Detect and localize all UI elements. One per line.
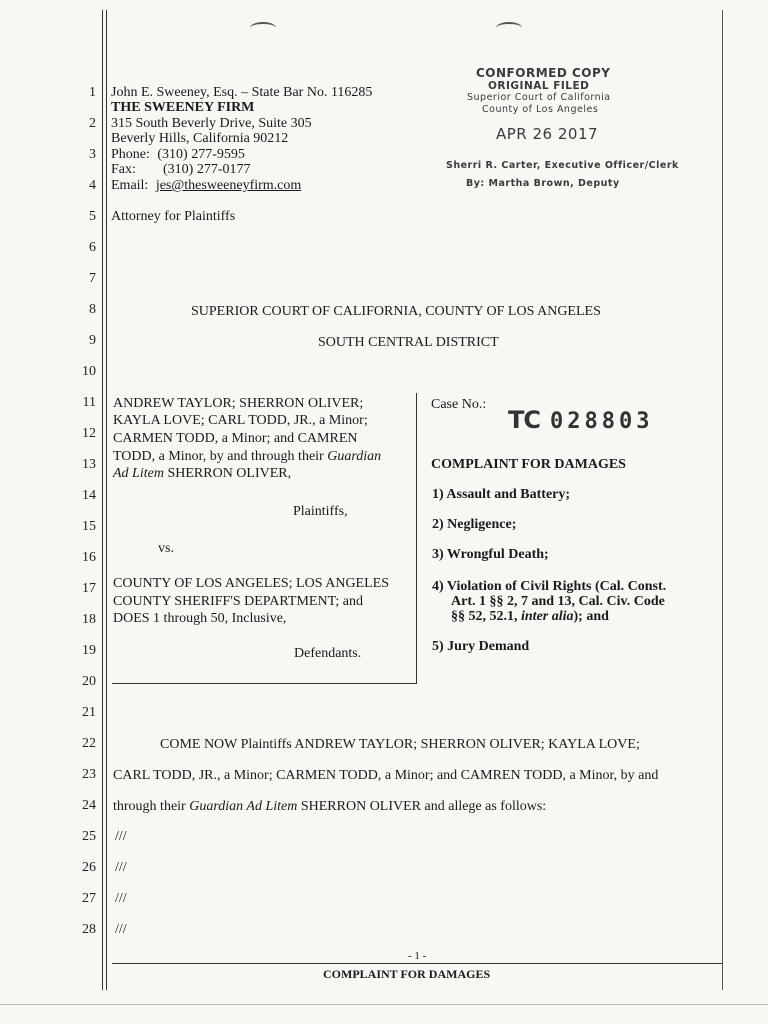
guardian-ad-litem-italic: Guardian Ad Litem bbox=[189, 799, 298, 814]
body-line-1: COME NOW Plaintiffs ANDREW TAYLOR; SHERRON OLIVER; KAYLA LOVE; bbox=[160, 737, 640, 752]
line-number: 16 bbox=[82, 550, 96, 565]
line-number: 17 bbox=[82, 581, 96, 596]
body-line-3-start: through their bbox=[113, 799, 190, 814]
court-district: SOUTH CENTRAL DISTRICT bbox=[318, 335, 499, 350]
line-number: 28 bbox=[82, 922, 96, 937]
line-number: 21 bbox=[82, 705, 96, 720]
ad-litem-italic: Ad Litem bbox=[113, 466, 164, 481]
line-number: 13 bbox=[82, 457, 96, 472]
footer-rule bbox=[112, 963, 722, 964]
claim-1: 1) Assault and Battery; bbox=[432, 487, 571, 502]
line-number: 5 bbox=[89, 209, 96, 224]
plaintiffs-line-3: CARMEN TODD, a Minor; and CAMREN bbox=[113, 431, 358, 446]
line-number: 19 bbox=[82, 643, 96, 658]
line-number: 25 bbox=[82, 829, 96, 844]
body-line-3 bbox=[113, 799, 546, 814]
line-number: 8 bbox=[89, 302, 96, 317]
email-line bbox=[111, 178, 301, 193]
line-number: 20 bbox=[82, 674, 96, 689]
stamp-line-4: County of Los Angeles bbox=[482, 104, 599, 115]
line-number: 23 bbox=[82, 767, 96, 782]
address-line-1: 315 South Beverly Drive, Suite 305 bbox=[111, 116, 312, 131]
plaintiffs-line-4 bbox=[113, 449, 381, 464]
line-number: 11 bbox=[82, 395, 96, 410]
stamp-line-1: CONFORMED COPY bbox=[476, 66, 611, 80]
stamp-date: APR 26 2017 bbox=[496, 125, 599, 143]
plaintiffs-line-4-text: TODD, a Minor, by and through their bbox=[113, 449, 328, 464]
continuation-mark: /// bbox=[115, 922, 127, 937]
left-margin-line bbox=[102, 10, 103, 990]
caption-divider-vertical bbox=[416, 393, 417, 683]
attorney-role: Attorney for Plaintiffs bbox=[111, 209, 236, 224]
line-number: 22 bbox=[82, 736, 96, 751]
phone-line bbox=[111, 147, 245, 162]
fax-line bbox=[111, 162, 251, 177]
email-label: Email: bbox=[111, 178, 149, 193]
line-number: 14 bbox=[82, 488, 96, 503]
address-line-2: Beverly Hills, California 90212 bbox=[111, 131, 289, 146]
claim-4-line-2: Art. 1 §§ 2, 7 and 13, Cal. Civ. Code bbox=[451, 594, 665, 609]
court-title: SUPERIOR COURT OF CALIFORNIA, COUNTY OF LOS ANGELES bbox=[191, 304, 601, 319]
stamp-line-3: Superior Court of California bbox=[467, 92, 611, 103]
defendants-line-3: DOES 1 through 50, Inclusive, bbox=[113, 611, 287, 626]
stamp-clerk: Sherri R. Carter, Executive Officer/Clerk bbox=[446, 160, 679, 171]
phone-value: (310) 277-9595 bbox=[157, 147, 245, 162]
plaintiffs-label: Plaintiffs, bbox=[293, 504, 348, 519]
claim-4-line-1: 4) Violation of Civil Rights (Cal. Const. bbox=[432, 579, 667, 594]
plaintiffs-line-1: ANDREW TAYLOR; SHERRON OLIVER; bbox=[113, 396, 364, 411]
line-number: 12 bbox=[82, 426, 96, 441]
right-margin-line bbox=[722, 10, 723, 990]
plaintiffs-line-5-text: SHERRON OLIVER, bbox=[163, 466, 292, 481]
line-number: 4 bbox=[89, 178, 96, 193]
defendants-label: Defendants. bbox=[294, 646, 362, 661]
stamp-deputy: By: Martha Brown, Deputy bbox=[466, 178, 620, 189]
punch-hole-left bbox=[250, 22, 276, 34]
line-number: 1 bbox=[89, 85, 96, 100]
claim-2: 2) Negligence; bbox=[432, 517, 517, 532]
body-line-3-end: SHERRON OLIVER and allege as follows: bbox=[297, 799, 547, 814]
line-number: 15 bbox=[82, 519, 96, 534]
inter-alia-italic: inter alia bbox=[521, 609, 574, 624]
case-number-digits: 028803 bbox=[549, 409, 654, 434]
punch-hole-right bbox=[496, 22, 522, 34]
footer-title: COMPLAINT FOR DAMAGES bbox=[323, 967, 491, 981]
case-number-prefix: TC bbox=[508, 406, 540, 434]
complaint-heading: COMPLAINT FOR DAMAGES bbox=[431, 457, 626, 472]
claim-4-cite: §§ 52, 52.1, bbox=[451, 609, 521, 624]
versus-label: vs. bbox=[158, 541, 174, 556]
body-line-2: CARL TODD, JR., a Minor; CARMEN TODD, a Minor; and CAMREN TODD, a Minor, by and bbox=[113, 768, 659, 783]
line-number: 10 bbox=[82, 364, 96, 379]
defendants-line-1: COUNTY OF LOS ANGELES; LOS ANGELES bbox=[113, 576, 389, 591]
claim-4-line-3 bbox=[451, 609, 609, 624]
case-number bbox=[508, 406, 653, 434]
continuation-mark: /// bbox=[115, 860, 127, 875]
caption-divider-horizontal bbox=[112, 683, 417, 684]
plaintiffs-line-5 bbox=[113, 466, 291, 481]
fax-value: (310) 277-0177 bbox=[163, 162, 251, 177]
firm-name: THE SWEENEY FIRM bbox=[111, 100, 255, 115]
claim-3: 3) Wrongful Death; bbox=[432, 547, 549, 562]
claim-4-tail: ); and bbox=[573, 609, 609, 624]
attorney-name: John E. Sweeney, Esq. – State Bar No. 116285 bbox=[111, 85, 373, 100]
line-number: 3 bbox=[89, 147, 96, 162]
stamp-line-2: ORIGINAL FILED bbox=[488, 80, 590, 92]
line-number: 9 bbox=[89, 333, 96, 348]
line-number: 2 bbox=[89, 116, 96, 131]
defendants-line-2: COUNTY SHERIFF'S DEPARTMENT; and bbox=[113, 594, 363, 609]
line-number: 6 bbox=[89, 240, 96, 255]
claim-5: 5) Jury Demand bbox=[432, 639, 530, 654]
guardian-italic: Guardian bbox=[327, 449, 382, 464]
line-number: 18 bbox=[82, 612, 96, 627]
case-number-label: Case No.: bbox=[431, 397, 487, 412]
page-number: - 1 - bbox=[408, 950, 427, 962]
continuation-mark: /// bbox=[115, 891, 127, 906]
left-margin-line-double bbox=[106, 10, 107, 990]
line-number: 27 bbox=[82, 891, 96, 906]
line-number: 7 bbox=[89, 271, 96, 286]
plaintiffs-line-2: KAYLA LOVE; CARL TODD, JR., a Minor; bbox=[113, 413, 368, 428]
scan-edge bbox=[0, 1004, 768, 1005]
line-number: 24 bbox=[82, 798, 96, 813]
line-number: 26 bbox=[82, 860, 96, 875]
fax-label: Fax: bbox=[111, 162, 136, 177]
email-link[interactable]: jes@thesweeneyfirm.com bbox=[155, 178, 302, 193]
continuation-mark: /// bbox=[115, 829, 127, 844]
phone-label: Phone: bbox=[111, 147, 150, 162]
